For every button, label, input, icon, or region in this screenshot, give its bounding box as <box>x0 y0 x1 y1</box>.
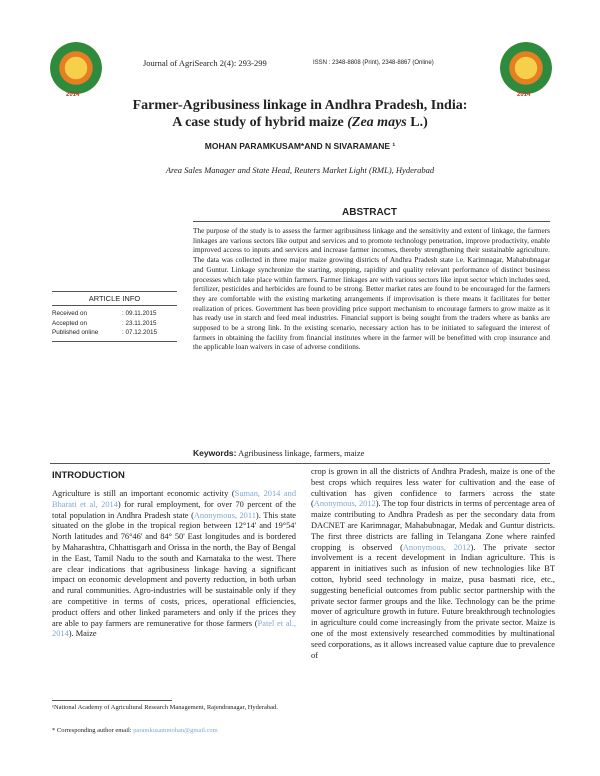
footnote-affiliation: ¹National Academy of Agricultural Research Management, Rajendranagar, Hyderabad. <box>52 704 278 711</box>
journal-citation: Journal of AgriSearch 2(4): 293-299 <box>143 58 267 68</box>
info-row-published: Published online : 07.12.2015 <box>52 329 158 336</box>
logo-year-left: 2014 <box>66 92 80 98</box>
footnote-corresponding: * Corresponding author email: paramkusammohan@gmail.com <box>52 727 218 734</box>
article-info-title: ARTICLE INFO <box>52 292 177 306</box>
citation-link[interactable]: Suman, 2014 and Bharati et al, 2014 <box>52 489 297 509</box>
abstract-heading: ABSTRACT <box>342 207 397 218</box>
left-column-text: Agriculture is still an important economic activity (Suman, 2014 and Bharati et al, 2014) for rural employment, for over 70 percent of the total population in Andhra Pradesh state (Anonymous, 2011). This state situated on the globe in the tropical region between 12°14' and 19°54' North latitudes and 76°46' and 84° 50' East longitudes and is bordered by Maharashtra, Chhattisgarh and Orissa in the north, the Bay of Bengal in the East, Tamil Nadu to the south and Karnataka to the west. There are clear indications that agribusiness linkage having a significant impact on economic development and poverty reduction, in both urban and rural communities. Agro-industries will be sustainable only if they are competitive in terms of costs, prices, operational efficiencies, product offers and other linked parameters and only if the prices they are able to pay farmers are remunerative for those farmers (Patel et al., 2014). Maize <box>52 489 297 639</box>
affiliation: Area Sales Manager and State Head, Reuters Market Light (RML), Hyderabad <box>165 165 435 175</box>
info-row-received: Received on : 09.11.2015 <box>52 310 157 317</box>
section-rule <box>50 463 550 464</box>
issn-text: ISSN : 2348-8808 (Print), 2348-8867 (Online) <box>313 60 434 66</box>
email-link[interactable]: paramkusammohan@gmail.com <box>133 727 218 734</box>
article-info-box <box>52 291 177 342</box>
title-line-1: Farmer-Agribusiness linkage in Andhra Pradesh, India: <box>132 98 468 113</box>
citation-link[interactable]: Anonymous, 2011 <box>193 510 256 520</box>
title-line-2: A case study of hybrid maize (Zea mays L.) <box>172 115 428 130</box>
footnote-rule <box>52 700 172 701</box>
citation-link[interactable]: Anonymous, 2012 <box>313 499 376 509</box>
journal-logo-left <box>50 42 102 94</box>
keywords: Keywords: Agribusiness linkage, farmers, maize <box>193 448 365 458</box>
introduction-heading: INTRODUCTION <box>52 470 125 481</box>
logo-year-right: 2014 <box>517 92 531 98</box>
right-column-text: crop is grown in all the districts of Andhra Pradesh, maize is one of the best crops which requires less water for cultivation and the ease of cultivation has given confidence to farmers across the state (Anonymous, 2012). The top four districts in terms of percentage area of maize contributing to Andhra Pradesh as per the secondary data from DACNET are Karimnagar, Mahabubnagar, Medak and Guntur districts. The first three districts are falling in Telangana Zone where rainfed cropping is observed (Anonymous, 2012). The private sector involvement is a recent development in Indian agriculture. This is apparent in initiatives such as infusion of new technologies like BT cotton, hybrid seed technology in maize, pusa basmati rice, etc., suggesting beneficial outcomes from public sector partnership with the private sector farmer groups and the like. Technology can be the prime mover of agriculture growth in future. Future breakthrough technologies in agriculture could come increasingly from the private sector. Maize is one of the most extensively researched commodities by multinational seed corporations, as it allows increased value capture due to prevalence of <box>311 467 555 660</box>
citation-link[interactable]: Patel et al., 2014 <box>52 618 297 639</box>
info-row-accepted: Accepted on : 23.11.2015 <box>52 319 157 327</box>
journal-logo-right <box>500 42 552 94</box>
citation-link[interactable]: Anonymous, 2012 <box>402 542 471 552</box>
abstract-text: The purpose of the study is to assess the farmer agribusiness linkage and the sensitivity and extent of linkage, the farmers linkages are various sectors like output and services and to promote technology penetration, improve productivity, enable improved access to inputs and services and increase farmer incomes, thereby strengthening their sustainable agriculture. The data was collected in three major maize growing districts of Andhra Pradesh state i.e. Karimnagar, Mahabubnagar and Guntur. Linkage synchronize the starting, stopping, rapidity and quality relevant performance of distinct business processes which take place within farmers. Farmer linkages are with various sectors like input sector which includes seed, fertilizer, pesticides and herbicides are found to be strong. Better market rates are found to be encouraged for the farmers they are comfortable with the existing marketing arrangements if improvisation is there means it facilitates for better realization of prices. Government has been providing price support mechanism to encourage farmers to grow maize as it has ready use in starch and feed meal industries. Financial support is being sought from the traders where as banks are supposed to be a strong link. In the existing scenario, necessary action has to be initiated to safeguard the interest of farmers in obtaining the facility from financial institutes where in the farmer will be benefitted with crop insurance and the applicable loan waivers in case of adverse conditions. <box>193 226 550 352</box>
authors: MOHAN PARAMKUSAM*AND N SIVARAMANE ¹ <box>204 141 396 151</box>
paper-title <box>80 97 520 131</box>
abstract-rule <box>193 221 550 222</box>
